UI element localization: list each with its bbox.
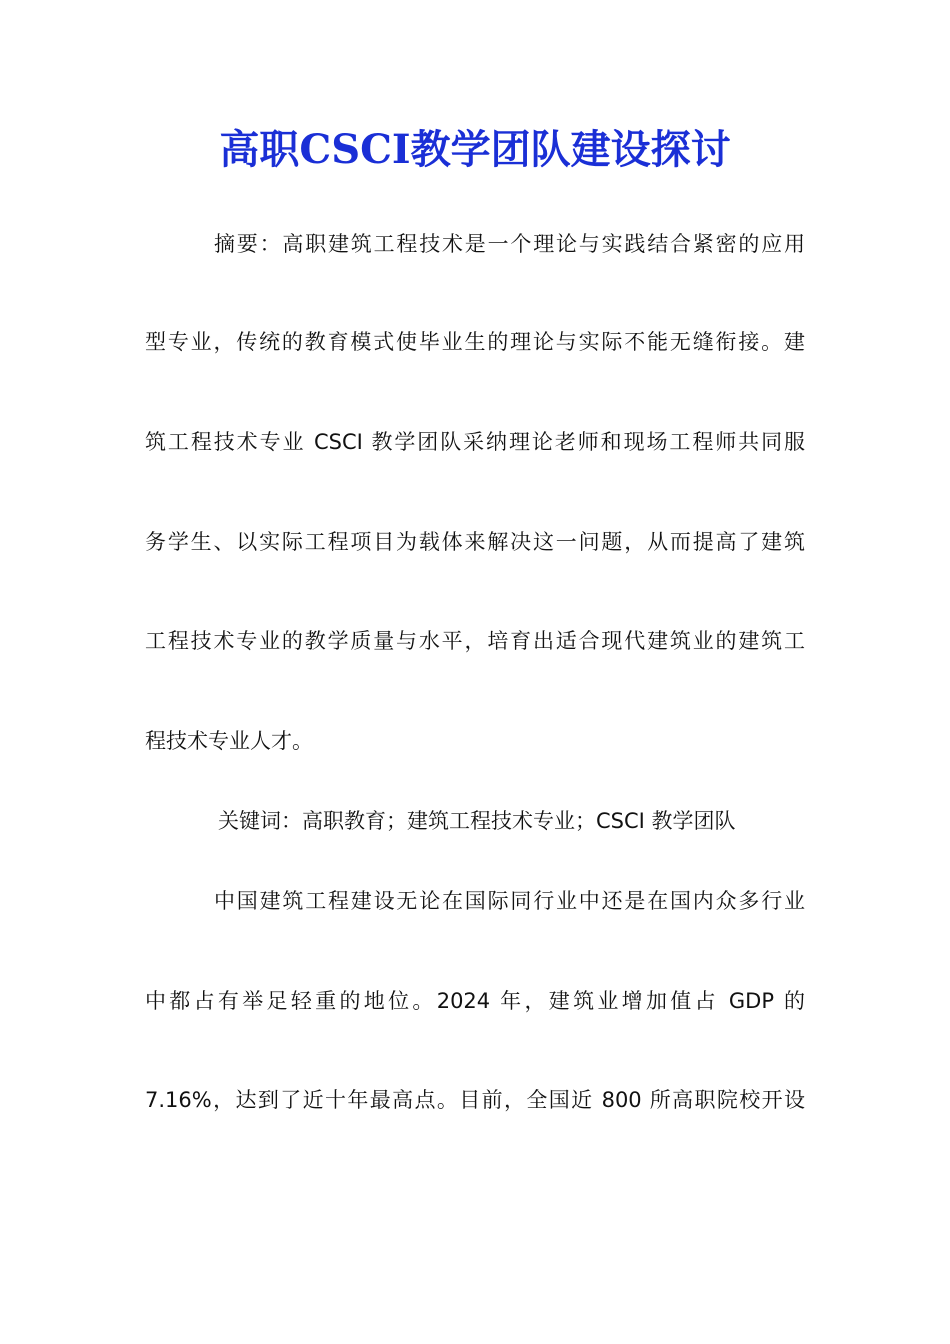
abstract-line-3: 筑工程技术专业 CSCI 教学团队采纳理论老师和现场工程师共同服 [145, 430, 805, 454]
abstract-line-1: 摘要：高职建筑工程技术是一个理论与实践结合紧密的应用 [214, 232, 805, 256]
body-line-2: 中都占有举足轻重的地位。2024 年，建筑业增加值占 GDP 的 [145, 989, 805, 1013]
body-line-3: 7.16%，达到了近十年最高点。目前，全国近 800 所高职院校开设 [145, 1088, 805, 1112]
abstract-line-2: 型专业，传统的教育模式使毕业生的理论与实际不能无缝衔接。建 [145, 330, 805, 354]
abstract-line-5: 工程技术专业的教学质量与水平，培育出适合现代建筑业的建筑工 [145, 629, 805, 653]
keywords-line: 关键词：高职教育；建筑工程技术专业；CSCI 教学团队 [218, 809, 736, 833]
document-title: 高职CSCI教学团队建设探讨 [219, 126, 731, 173]
abstract-line-6: 程技术专业人才。 [145, 729, 313, 753]
abstract-line-4: 务学生、以实际工程项目为载体来解决这一问题，从而提高了建筑 [145, 530, 805, 554]
body-line-1: 中国建筑工程建设无论在国际同行业中还是在国内众多行业 [214, 889, 805, 913]
